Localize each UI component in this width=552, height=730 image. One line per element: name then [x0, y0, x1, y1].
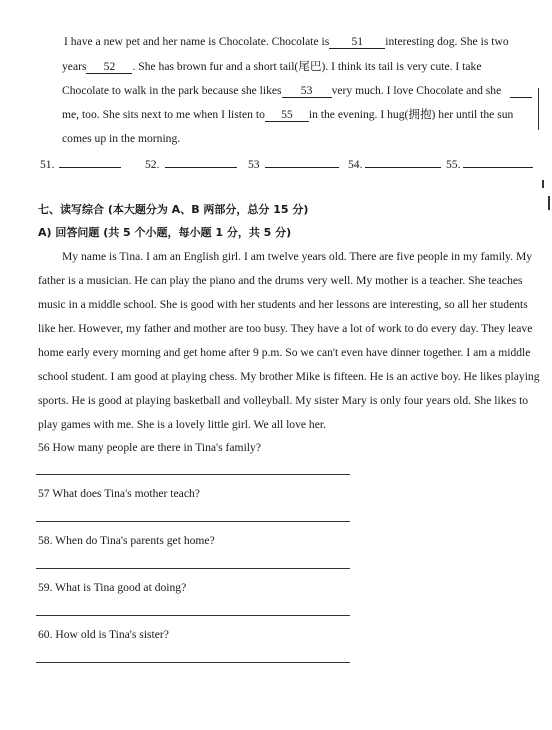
answer-blank-51 [59, 156, 121, 168]
answer-row-53 [248, 156, 339, 172]
passage1-line1-post: interesting dog. She is two [385, 35, 509, 48]
answer-label-55: 55. [446, 158, 461, 171]
answer-line-56[interactable] [36, 474, 350, 475]
passage2-line: music in a middle school. She is good with her students and her lessons are interesting, so all her students [38, 298, 528, 311]
passage1-line4-pre: me, too. She sits next to me when I listen to [62, 108, 265, 121]
answer-label-53: 53 [248, 158, 260, 171]
passage1-line3-post: very much. I love Chocolate and she [331, 84, 502, 97]
question-60: 60. How old is Tina's sister? [38, 628, 169, 641]
passage1-line4 [62, 108, 513, 122]
answer-blank-55 [463, 156, 533, 168]
answer-label-51: 51. [40, 158, 55, 171]
passage2-line: school student. I am good at playing chess. My brother Mike is fifteen. He is an active boy. He likes playing [38, 370, 540, 383]
answer-blank-53 [265, 156, 339, 168]
question-59: 59. What is Tina good at doing? [38, 581, 187, 594]
answer-row-55 [446, 156, 533, 172]
passage1-line1 [64, 35, 509, 49]
passage2-line: sports. He is good at playing basketball and volleyball. My sister Mary is only four years old. She likes to [38, 394, 529, 407]
answer-line-57[interactable] [36, 521, 350, 522]
blank-55: 55 [265, 109, 309, 122]
margin-mark [548, 196, 550, 210]
section-7-title: 七、读写综合 (本大题分为 A、B 两部分，总分 15 分) [38, 203, 309, 216]
answer-line-60[interactable] [36, 662, 350, 663]
answer-row-54 [348, 156, 441, 172]
blank-52: 52 [86, 61, 132, 74]
answer-row-52 [145, 156, 237, 172]
question-56: 56 How many people are there in Tina's family? [38, 441, 261, 454]
answer-label-52: 52. [145, 158, 160, 171]
blank-54 [510, 86, 532, 98]
blank-51: 51 [329, 36, 385, 49]
passage2-line: home early every morning and get home after 9 p.m. So we can't even have dinner together. I am a middle [38, 346, 531, 359]
passage1-line2-post: . She has brown fur and a short tail(尾巴). I think its tail is very cute. I take [132, 60, 482, 73]
passage1-line5: comes up in the morning. [62, 132, 181, 145]
answer-label-54: 54. [348, 158, 363, 171]
passage1-line3 [62, 84, 501, 98]
question-58: 58. When do Tina's parents get home? [38, 534, 215, 547]
passage1-line2 [62, 60, 482, 74]
passage2-line: play games with me. She is a lovely little girl. We all love her. [38, 418, 326, 431]
answer-blank-52 [165, 156, 237, 168]
answer-blank-54 [365, 156, 441, 168]
part-a-title: A) 回答问题 (共 5 个小题，每小题 1 分，共 5 分) [38, 226, 292, 239]
passage1-line2-pre: years [62, 60, 87, 73]
passage2-line: like her. However, my father and mother are too busy. They have a lot of work to do every day. They leave [38, 322, 533, 335]
passage1-line4-post: in the evening. I hug(拥抱) her until the sun [308, 108, 514, 121]
margin-bracket [538, 88, 539, 130]
answer-line-58[interactable] [36, 568, 350, 569]
margin-mark [542, 180, 544, 188]
passage2-line: father is a musician. He can play the piano and the drums very well. My mother is a teacher. She teaches [38, 274, 523, 287]
passage1-line3-pre: Chocolate to walk in the park because she likes [62, 84, 282, 97]
blank-53: 53 [282, 85, 332, 98]
question-57: 57 What does Tina's mother teach? [38, 487, 200, 500]
answer-row-51 [40, 156, 121, 172]
passage2-line: My name is Tina. I am an English girl. I am twelve years old. There are five people in my family. My [62, 250, 533, 263]
passage1-line1-pre: I have a new pet and her name is Chocolate. Chocolate is [64, 35, 330, 48]
answer-line-59[interactable] [36, 615, 350, 616]
